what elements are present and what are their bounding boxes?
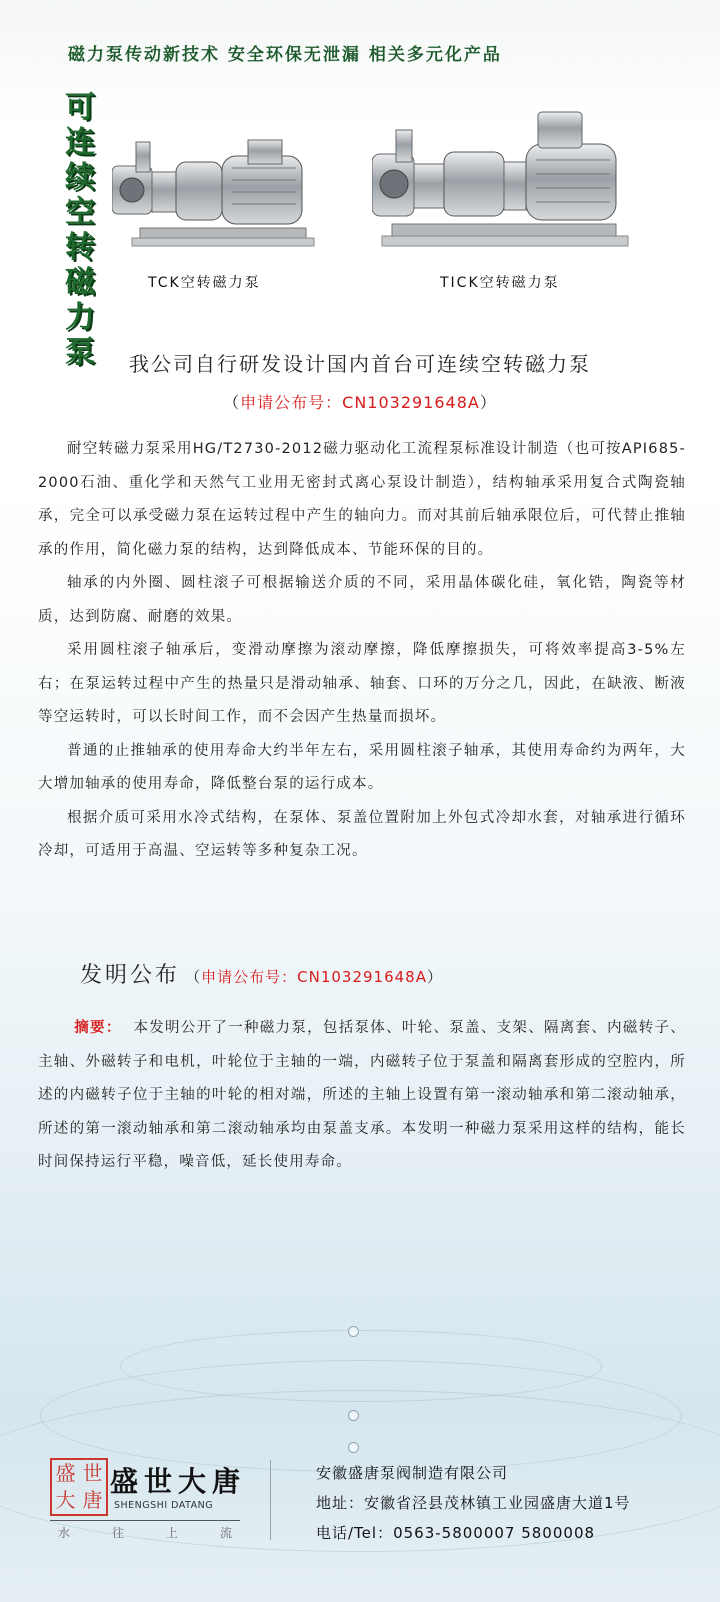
motto-char: 流 [219,1526,232,1540]
motto-char: 上 [165,1526,178,1540]
paragraph: 根据介质可采用水冷式结构，在泵体、泵盖位置附加上外包式冷却水套，对轴承进行循环冷却，可适用于高温、空运转等多种复杂工况。 [38,809,686,859]
paragraph: 耐空转磁力泵采用HG/T2730-2012磁力驱动化工流程泵标准设计制造（也可按API685-2000石油、重化学和天然气工业用无密封式离心泵设计制造），结构轴承采用复合式陶瓷轴承，完全可以承受磁力泵在运转过程中产生的轴向力。而对其前后轴承限位后，可代替止推轴承的作用，简化磁力泵的结构，达到降低成本、节能环保的目的。 [38,441,686,558]
top-banner: 磁力泵传动新技术 安全环保无泄漏 相关多元化产品 [68,45,502,65]
company-name: 安徽盛唐泵阀制造有限公司 [316,1464,509,1482]
vertical-char: 泵 [65,335,95,370]
invention-section-title [80,958,443,989]
paragraph: 轴承的内外圈、圆柱滚子可根据输送介质的不同，采用晶体碳化硅，氧化锆，陶瓷等材质，达到防腐、耐磨的效果。 [38,575,686,625]
seal-char: 世 [82,1461,103,1485]
paren-close: ） [479,393,497,412]
company-phone: 电话/Tel：0563-5800007 5800008 [316,1524,596,1542]
vertical-title [60,90,100,370]
vertical-char: 续 [65,160,95,195]
paren-open: （ [223,393,241,412]
paragraph: 普通的止推轴承的使用寿命大约半年左右，采用圆柱滚子轴承，其使用寿命约为两年，大大增加轴承的使用寿命，降低整台泵的运行成本。 [38,742,686,792]
vertical-char: 可 [65,90,95,125]
brand-pinyin: SHENGSHI DATANG [114,1500,214,1511]
seal-char: 唐 [82,1488,103,1512]
motto-char: 往 [111,1526,124,1540]
water-drop [348,1410,359,1421]
tck-pump-image [112,128,322,258]
water-drop [348,1326,359,1337]
tck-pump-caption: TCK空转磁力泵 [148,275,261,291]
vertical-char: 空 [65,195,95,230]
footer-divider [270,1460,271,1540]
seal-char: 盛 [55,1461,76,1485]
abstract-text: 本发明公开了一种磁力泵，包括泵体、叶轮、泵盖、支架、隔离套、内磁转子、主轴、外磁转子和电机，叶轮位于主轴的一端，内磁转子位于泵盖和隔离套形成的空腔内，所述的内磁转子位于主轴的叶轮的相对端，所述的主轴上设置有第一滚动轴承和第二滚动轴承，所述的第一滚动轴承和第二滚动轴承均由泵盖支承。本发明一种磁力泵采用这样的结构，能长时间保持运行平稳，噪音低，延长使用寿命。 [38,1020,686,1170]
vertical-char: 转 [65,230,95,265]
logo-divider [50,1520,240,1521]
water-drop [348,1442,359,1453]
paragraph: 采用圆柱滚子轴承后，变滑动摩擦为滚动摩擦，降低摩擦损失，可将效率提高3-5%左右；在泵运转过程中产生的热量只是滑动轴承、轴套、口环的万分之几，因此，在缺液、断液等空运转时，可以长时间工作，而不会因产生热量而损坏。 [38,642,686,725]
company-address: 地址：安徽省泾县茂林镇工业园盛唐大道1号 [316,1494,631,1512]
section-paren-open: （ [185,968,202,986]
section-patent-number: 申请公布号：CN103291648A [201,968,427,986]
patent-number-line [0,390,720,413]
abstract-block [38,1012,686,1180]
description-body [38,433,686,869]
page-headline: 我公司自行研发设计国内首台可连续空转磁力泵 [129,352,591,376]
tick-pump-image [372,106,634,258]
brand-motto [50,1524,240,1541]
tick-pump-caption: TICK空转磁力泵 [440,275,560,291]
section-heading: 发明公布 [80,963,181,988]
vertical-char: 磁 [65,265,95,300]
seal-char: 大 [55,1488,76,1512]
abstract-label: 摘要： [74,1020,122,1036]
vertical-char: 力 [65,300,95,335]
company-seal-logo [50,1458,108,1516]
patent-number: 申请公布号：CN103291648A [240,393,480,412]
vertical-char: 连 [65,125,95,160]
section-paren-close: ） [426,968,443,986]
brand-calligraphy: 盛世大唐 [110,1465,247,1498]
motto-char: 水 [58,1526,71,1540]
